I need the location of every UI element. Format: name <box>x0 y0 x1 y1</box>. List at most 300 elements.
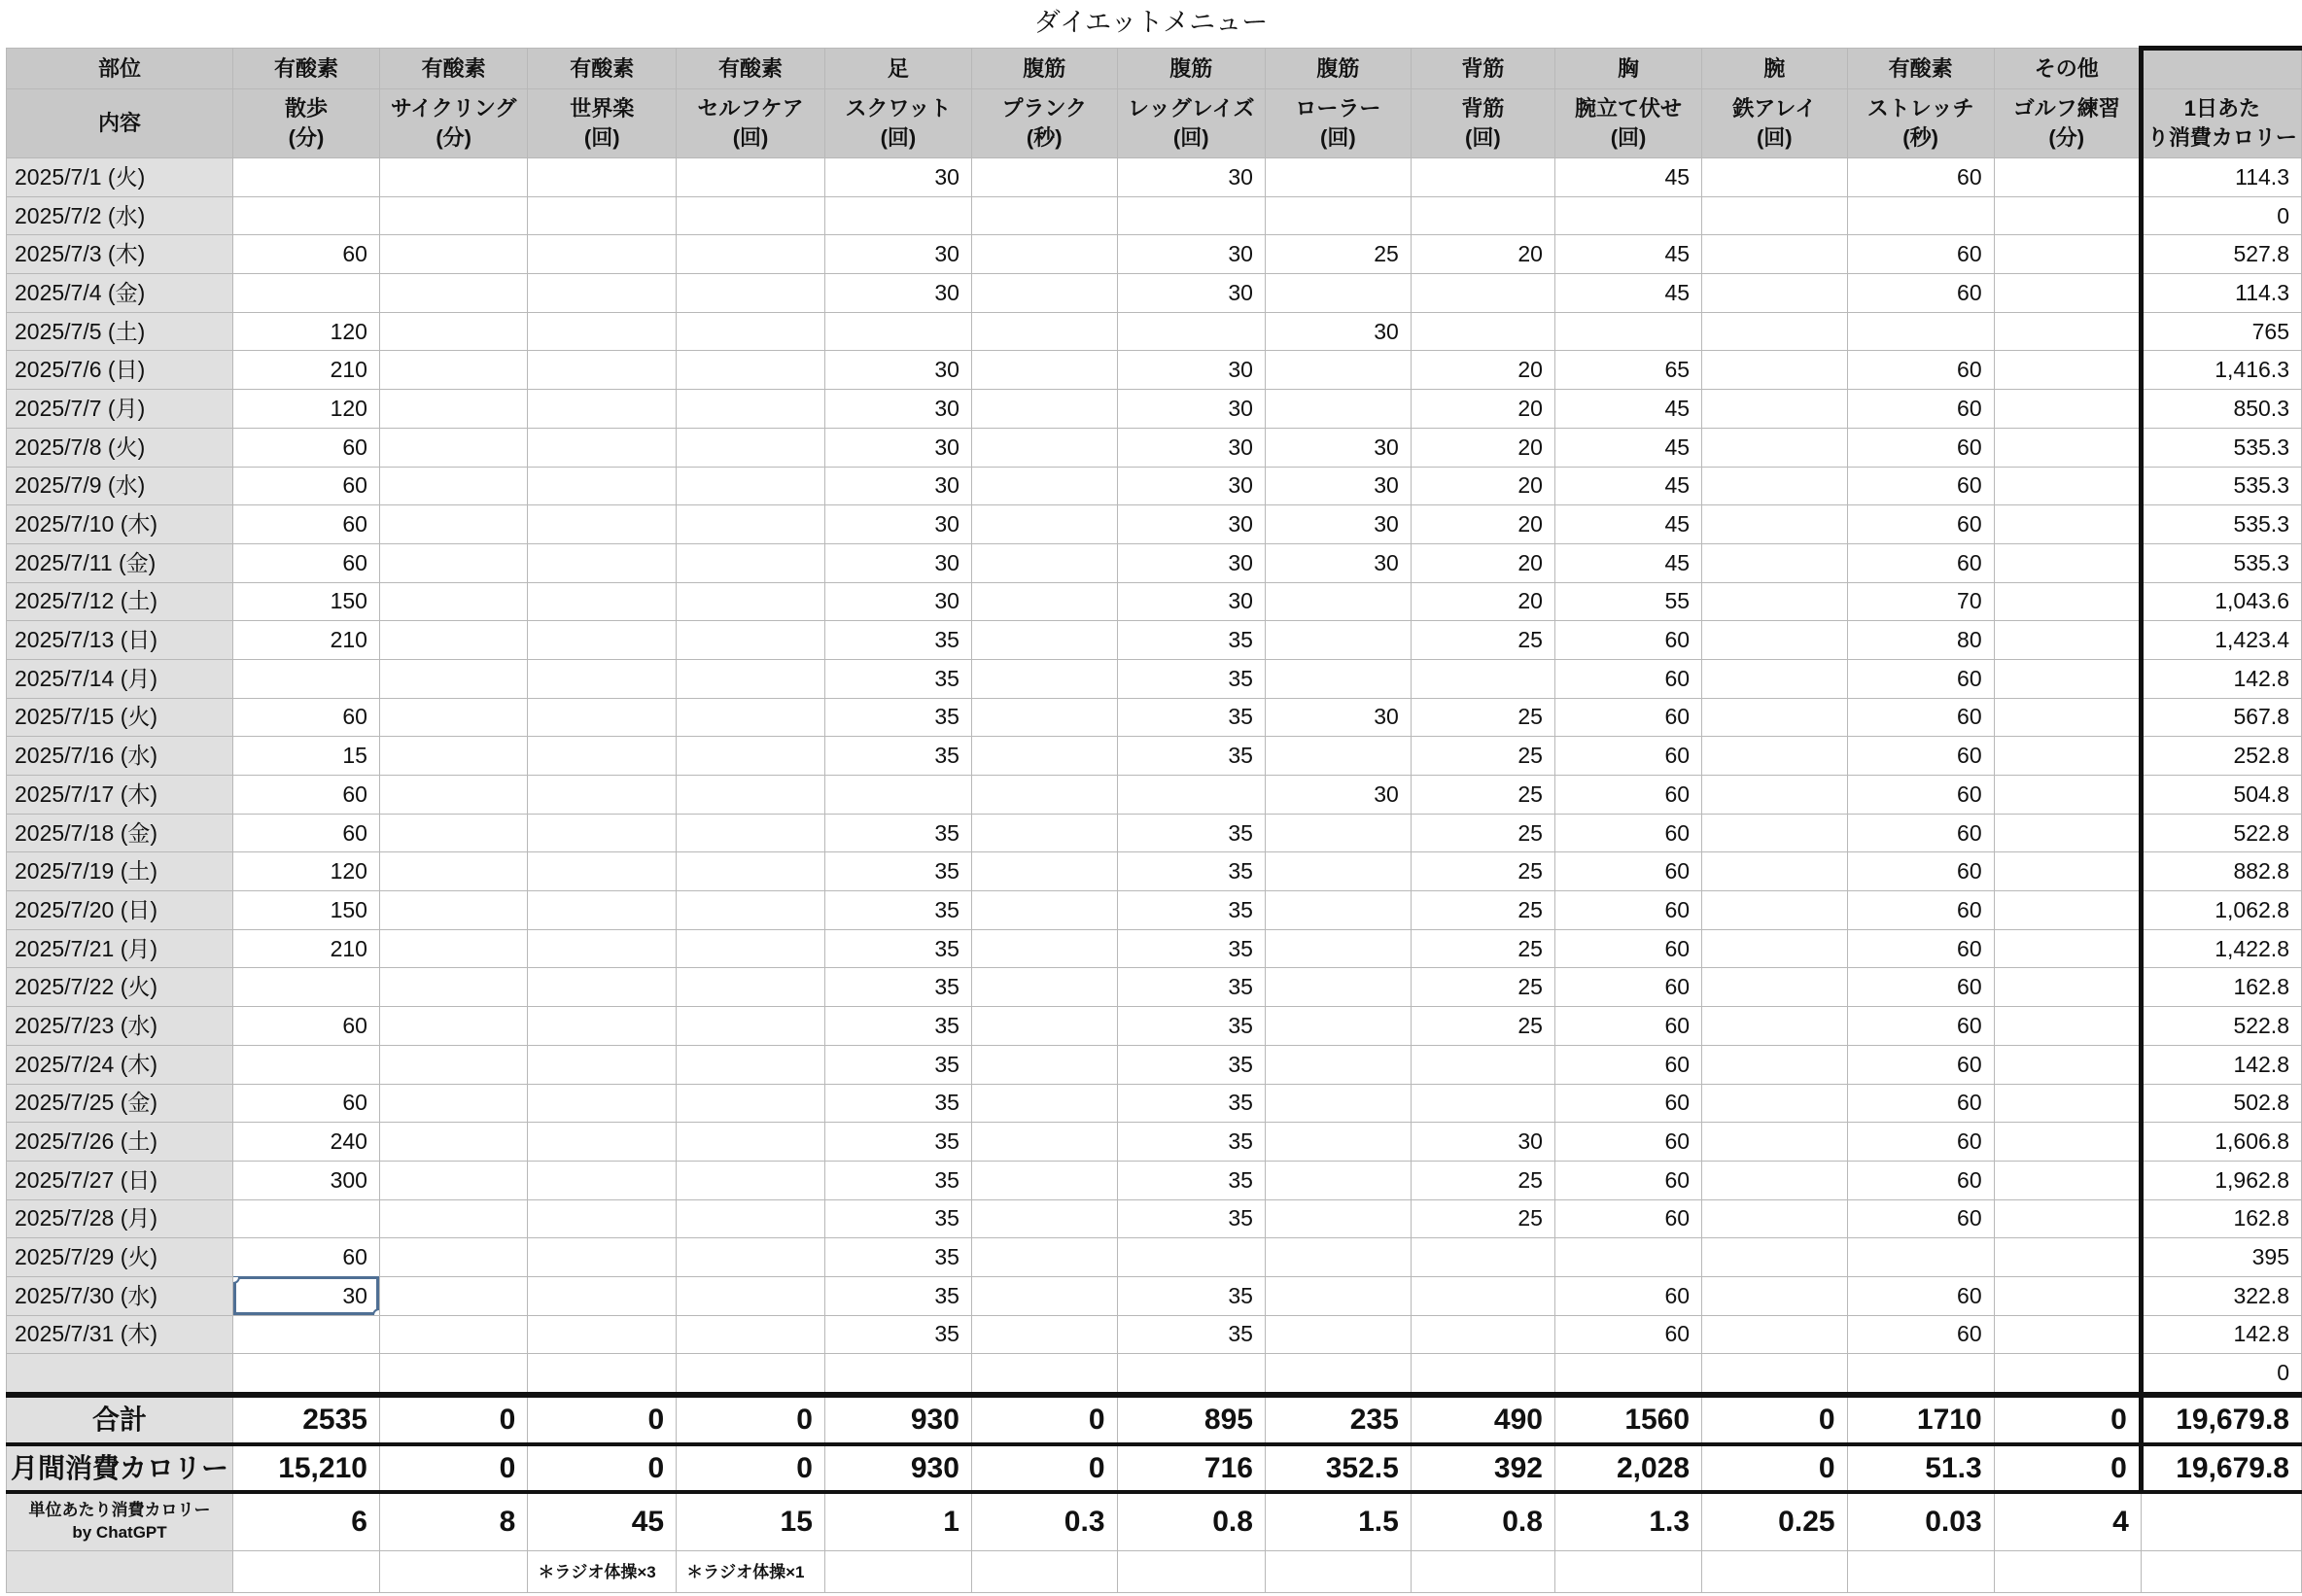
value-cell[interactable] <box>677 929 825 968</box>
value-cell[interactable] <box>677 1161 825 1199</box>
value-cell[interactable] <box>379 390 527 429</box>
value-cell[interactable] <box>1994 968 2141 1007</box>
value-cell[interactable]: 60 <box>233 1238 380 1277</box>
value-cell[interactable]: 35 <box>824 968 971 1007</box>
value-cell[interactable]: 30 <box>824 428 971 467</box>
value-cell[interactable]: 60 <box>1847 1084 1994 1123</box>
monthly-cell[interactable]: 392 <box>1411 1444 1554 1492</box>
daily-calorie-cell[interactable]: 0 <box>2141 1354 2301 1395</box>
note-cell[interactable] <box>1847 1551 1994 1593</box>
value-cell[interactable] <box>379 1315 527 1354</box>
value-cell[interactable]: 35 <box>1117 737 1265 776</box>
header-part-cell[interactable]: 有酸素 <box>528 49 677 89</box>
note-cell[interactable] <box>233 1551 380 1593</box>
sum-cell[interactable]: 0 <box>379 1395 527 1444</box>
value-cell[interactable] <box>528 1354 677 1395</box>
header-part-cell[interactable]: 有酸素 <box>1847 49 1994 89</box>
date-cell[interactable]: 2025/7/24 (木) <box>7 1045 233 1084</box>
value-cell[interactable]: 35 <box>1117 929 1265 968</box>
date-cell[interactable]: 2025/7/2 (水) <box>7 196 233 235</box>
value-cell[interactable] <box>528 1084 677 1123</box>
value-cell[interactable]: 30 <box>824 158 971 197</box>
value-cell[interactable] <box>677 467 825 505</box>
value-cell[interactable] <box>1994 1084 2141 1123</box>
value-cell[interactable] <box>1702 1123 1848 1162</box>
value-cell[interactable] <box>1265 814 1411 852</box>
unit-calorie-cell[interactable]: 0.8 <box>1411 1492 1554 1551</box>
value-cell[interactable] <box>1994 776 2141 815</box>
unit-calorie-cell[interactable]: 1 <box>824 1492 971 1551</box>
value-cell[interactable]: 35 <box>1117 1123 1265 1162</box>
value-cell[interactable] <box>1994 505 2141 544</box>
sum-cell[interactable]: 895 <box>1117 1395 1265 1444</box>
note-label[interactable] <box>7 1551 233 1593</box>
date-cell[interactable]: 2025/7/27 (日) <box>7 1161 233 1199</box>
value-cell[interactable] <box>971 351 1117 390</box>
value-cell[interactable] <box>1702 505 1848 544</box>
value-cell[interactable]: 25 <box>1411 852 1554 891</box>
value-cell[interactable]: 60 <box>1847 737 1994 776</box>
value-cell[interactable] <box>971 929 1117 968</box>
value-cell[interactable]: 210 <box>233 621 380 660</box>
value-cell[interactable] <box>1702 351 1848 390</box>
date-cell[interactable]: 2025/7/12 (土) <box>7 582 233 621</box>
value-cell[interactable] <box>1265 621 1411 660</box>
monthly-cell[interactable]: 0 <box>1994 1444 2141 1492</box>
value-cell[interactable] <box>677 968 825 1007</box>
value-cell[interactable]: 60 <box>233 1084 380 1123</box>
date-cell[interactable]: 2025/7/19 (土) <box>7 852 233 891</box>
value-cell[interactable]: 35 <box>824 621 971 660</box>
value-cell[interactable] <box>677 274 825 313</box>
value-cell[interactable] <box>528 1045 677 1084</box>
value-cell[interactable]: 60 <box>233 505 380 544</box>
value-cell[interactable] <box>677 196 825 235</box>
value-cell[interactable] <box>1554 1354 1701 1395</box>
value-cell[interactable] <box>528 235 677 274</box>
value-cell[interactable]: 60 <box>233 428 380 467</box>
date-cell[interactable]: 2025/7/21 (月) <box>7 929 233 968</box>
value-cell[interactable] <box>1994 543 2141 582</box>
value-cell[interactable]: 30 <box>1117 582 1265 621</box>
value-cell[interactable] <box>677 891 825 930</box>
sum-label[interactable]: 合計 <box>7 1395 233 1444</box>
daily-calorie-cell[interactable]: 1,423.4 <box>2141 621 2301 660</box>
daily-calorie-cell[interactable]: 882.8 <box>2141 852 2301 891</box>
value-cell[interactable] <box>528 1199 677 1238</box>
monthly-cell[interactable]: 15,210 <box>233 1444 380 1492</box>
value-cell[interactable] <box>1117 1238 1265 1277</box>
value-cell[interactable]: 45 <box>1554 390 1701 429</box>
header-part-cell[interactable]: 腹筋 <box>1265 49 1411 89</box>
date-cell[interactable]: 2025/7/5 (土) <box>7 312 233 351</box>
value-cell[interactable]: 20 <box>1411 543 1554 582</box>
value-cell[interactable] <box>528 929 677 968</box>
note-cell[interactable] <box>1994 1551 2141 1593</box>
value-cell[interactable]: 60 <box>1847 505 1994 544</box>
value-cell[interactable] <box>971 891 1117 930</box>
value-cell[interactable] <box>528 505 677 544</box>
value-cell[interactable]: 35 <box>824 1007 971 1046</box>
unit-calorie-cell[interactable]: 8 <box>379 1492 527 1551</box>
value-cell[interactable]: 30 <box>1265 776 1411 815</box>
value-cell[interactable] <box>379 891 527 930</box>
value-cell[interactable]: 20 <box>1411 351 1554 390</box>
value-cell[interactable] <box>1265 1123 1411 1162</box>
value-cell[interactable]: 35 <box>1117 1045 1265 1084</box>
sum-cell[interactable]: 1560 <box>1554 1395 1701 1444</box>
header-content-cell[interactable]: 散歩 (分) <box>233 89 380 158</box>
value-cell[interactable] <box>1265 1276 1411 1315</box>
note-cell[interactable]: ＊ラジオ体操×1 <box>677 1551 825 1593</box>
value-cell[interactable]: 20 <box>1411 467 1554 505</box>
value-cell[interactable] <box>528 659 677 698</box>
date-cell[interactable]: 2025/7/6 (日) <box>7 351 233 390</box>
header-part-cell[interactable]: 有酸素 <box>233 49 380 89</box>
sum-cell[interactable]: 0 <box>528 1395 677 1444</box>
value-cell[interactable] <box>1994 428 2141 467</box>
daily-calorie-cell[interactable]: 535.3 <box>2141 428 2301 467</box>
daily-calorie-cell[interactable]: 535.3 <box>2141 467 2301 505</box>
value-cell[interactable] <box>379 1123 527 1162</box>
daily-calorie-cell[interactable]: 162.8 <box>2141 968 2301 1007</box>
value-cell[interactable]: 30 <box>824 543 971 582</box>
value-cell[interactable]: 60 <box>1554 698 1701 737</box>
value-cell[interactable] <box>379 274 527 313</box>
date-cell[interactable]: 2025/7/4 (金) <box>7 274 233 313</box>
value-cell[interactable]: 30 <box>1265 698 1411 737</box>
date-cell[interactable]: 2025/7/3 (木) <box>7 235 233 274</box>
value-cell[interactable]: 60 <box>233 698 380 737</box>
value-cell[interactable]: 35 <box>1117 1199 1265 1238</box>
daily-calorie-cell[interactable]: 522.8 <box>2141 814 2301 852</box>
value-cell[interactable] <box>1411 274 1554 313</box>
value-cell[interactable]: 60 <box>1847 1315 1994 1354</box>
header-part-cell[interactable]: 胸 <box>1554 49 1701 89</box>
value-cell[interactable] <box>677 737 825 776</box>
value-cell[interactable] <box>1411 1238 1554 1277</box>
value-cell[interactable]: 25 <box>1411 621 1554 660</box>
value-cell[interactable] <box>971 776 1117 815</box>
value-cell[interactable]: 35 <box>824 659 971 698</box>
value-cell[interactable] <box>971 621 1117 660</box>
date-cell[interactable]: 2025/7/13 (日) <box>7 621 233 660</box>
value-cell[interactable] <box>971 543 1117 582</box>
value-cell[interactable]: 30 <box>824 351 971 390</box>
value-cell[interactable] <box>233 1199 380 1238</box>
unit-calorie-cell[interactable]: 6 <box>233 1492 380 1551</box>
value-cell[interactable] <box>1265 737 1411 776</box>
value-cell[interactable] <box>1265 659 1411 698</box>
value-cell[interactable] <box>528 543 677 582</box>
value-cell[interactable] <box>1265 274 1411 313</box>
value-cell[interactable]: 60 <box>1554 814 1701 852</box>
value-cell[interactable]: 30 <box>824 390 971 429</box>
daily-calorie-cell[interactable]: 0 <box>2141 196 2301 235</box>
value-cell[interactable]: 35 <box>824 852 971 891</box>
value-cell[interactable] <box>1847 1354 1994 1395</box>
value-cell[interactable] <box>1994 852 2141 891</box>
value-cell[interactable] <box>379 428 527 467</box>
header-part-cell[interactable]: 背筋 <box>1411 49 1554 89</box>
value-cell[interactable] <box>379 968 527 1007</box>
value-cell[interactable] <box>1994 1007 2141 1046</box>
value-cell[interactable] <box>1702 737 1848 776</box>
value-cell[interactable] <box>233 1354 380 1395</box>
value-cell[interactable] <box>1411 196 1554 235</box>
value-cell[interactable]: 60 <box>1847 1276 1994 1315</box>
header-part-cell[interactable]: 足 <box>824 49 971 89</box>
date-cell[interactable]: 2025/7/30 (水) <box>7 1276 233 1315</box>
value-cell[interactable]: 35 <box>1117 1161 1265 1199</box>
value-cell[interactable] <box>1702 1199 1848 1238</box>
value-cell[interactable]: 60 <box>1847 1007 1994 1046</box>
value-cell[interactable]: 45 <box>1554 274 1701 313</box>
value-cell[interactable] <box>677 582 825 621</box>
value-cell[interactable] <box>971 1045 1117 1084</box>
header-content-label[interactable]: 内容 <box>7 89 233 158</box>
monthly-cell[interactable]: 352.5 <box>1265 1444 1411 1492</box>
value-cell[interactable]: 300 <box>233 1161 380 1199</box>
note-cell[interactable] <box>824 1551 971 1593</box>
value-cell[interactable]: 60 <box>1554 891 1701 930</box>
value-cell[interactable]: 45 <box>1554 158 1701 197</box>
header-content-cell[interactable]: ストレッチ (秒) <box>1847 89 1994 158</box>
value-cell[interactable] <box>824 1354 971 1395</box>
value-cell[interactable] <box>1994 196 2141 235</box>
daily-calorie-cell[interactable]: 1,062.8 <box>2141 891 2301 930</box>
value-cell[interactable] <box>1702 1238 1848 1277</box>
value-cell[interactable] <box>677 1276 825 1315</box>
value-cell[interactable] <box>528 776 677 815</box>
value-cell[interactable] <box>528 1161 677 1199</box>
value-cell[interactable]: 30 <box>1117 351 1265 390</box>
note-cell[interactable] <box>1265 1551 1411 1593</box>
value-cell[interactable] <box>971 196 1117 235</box>
value-cell[interactable] <box>379 621 527 660</box>
value-cell[interactable]: 60 <box>1847 274 1994 313</box>
note-cell[interactable] <box>971 1551 1117 1593</box>
value-cell[interactable] <box>677 1354 825 1395</box>
value-cell[interactable] <box>1994 390 2141 429</box>
value-cell[interactable]: 35 <box>824 891 971 930</box>
value-cell[interactable] <box>379 737 527 776</box>
note-total-cell[interactable] <box>2141 1551 2301 1593</box>
value-cell[interactable]: 35 <box>824 1084 971 1123</box>
value-cell[interactable] <box>528 621 677 660</box>
value-cell[interactable] <box>1265 351 1411 390</box>
value-cell[interactable]: 35 <box>824 814 971 852</box>
value-cell[interactable] <box>677 235 825 274</box>
value-cell[interactable]: 30 <box>1117 390 1265 429</box>
value-cell[interactable] <box>971 505 1117 544</box>
date-cell[interactable] <box>7 1354 233 1395</box>
date-cell[interactable]: 2025/7/9 (水) <box>7 467 233 505</box>
value-cell[interactable]: 60 <box>1554 1123 1701 1162</box>
monthly-cell[interactable]: 0 <box>379 1444 527 1492</box>
value-cell[interactable]: 30 <box>1265 467 1411 505</box>
monthly-cell[interactable]: 51.3 <box>1847 1444 1994 1492</box>
value-cell[interactable]: 25 <box>1411 1161 1554 1199</box>
value-cell[interactable] <box>1411 158 1554 197</box>
value-cell[interactable] <box>379 1161 527 1199</box>
value-cell[interactable] <box>1702 1276 1848 1315</box>
header-content-cell[interactable]: プランク (秒) <box>971 89 1117 158</box>
value-cell[interactable]: 35 <box>1117 1276 1265 1315</box>
value-cell[interactable] <box>1411 1315 1554 1354</box>
daily-calorie-cell[interactable]: 1,606.8 <box>2141 1123 2301 1162</box>
value-cell[interactable] <box>1994 274 2141 313</box>
date-cell[interactable]: 2025/7/7 (月) <box>7 390 233 429</box>
value-cell[interactable] <box>677 814 825 852</box>
value-cell[interactable] <box>677 1007 825 1046</box>
value-cell[interactable] <box>379 659 527 698</box>
value-cell[interactable] <box>1702 1161 1848 1199</box>
value-cell[interactable]: 60 <box>233 1007 380 1046</box>
value-cell[interactable] <box>379 158 527 197</box>
value-cell[interactable] <box>1702 467 1848 505</box>
daily-calorie-cell[interactable]: 162.8 <box>2141 1199 2301 1238</box>
value-cell[interactable] <box>677 505 825 544</box>
date-cell[interactable]: 2025/7/31 (木) <box>7 1315 233 1354</box>
value-cell[interactable]: 35 <box>1117 1315 1265 1354</box>
value-cell[interactable]: 60 <box>1847 428 1994 467</box>
value-cell[interactable] <box>233 1315 380 1354</box>
value-cell[interactable] <box>971 1238 1117 1277</box>
value-cell[interactable]: 120 <box>233 852 380 891</box>
value-cell[interactable]: 25 <box>1411 737 1554 776</box>
value-cell[interactable]: 55 <box>1554 582 1701 621</box>
value-cell[interactable] <box>1265 891 1411 930</box>
value-cell[interactable]: 25 <box>1411 891 1554 930</box>
value-cell[interactable] <box>233 659 380 698</box>
value-cell[interactable] <box>379 1084 527 1123</box>
value-cell[interactable] <box>528 428 677 467</box>
value-cell[interactable] <box>1702 235 1848 274</box>
daily-calorie-cell[interactable]: 1,416.3 <box>2141 351 2301 390</box>
value-cell[interactable]: 35 <box>824 1238 971 1277</box>
value-cell[interactable]: 20 <box>1411 428 1554 467</box>
date-cell[interactable]: 2025/7/23 (水) <box>7 1007 233 1046</box>
value-cell[interactable]: 15 <box>233 737 380 776</box>
header-content-cell[interactable]: ローラー (回) <box>1265 89 1411 158</box>
header-total-top[interactable] <box>2141 49 2301 89</box>
value-cell[interactable] <box>971 659 1117 698</box>
value-cell[interactable] <box>677 659 825 698</box>
value-cell[interactable]: 35 <box>824 698 971 737</box>
value-cell[interactable] <box>1702 1007 1848 1046</box>
value-cell[interactable] <box>1265 158 1411 197</box>
value-cell[interactable] <box>1994 1276 2141 1315</box>
value-cell[interactable] <box>528 158 677 197</box>
value-cell[interactable] <box>528 351 677 390</box>
value-cell[interactable] <box>1702 891 1848 930</box>
value-cell[interactable] <box>971 1123 1117 1162</box>
value-cell[interactable] <box>971 737 1117 776</box>
value-cell[interactable] <box>971 582 1117 621</box>
value-cell[interactable]: 60 <box>1554 1315 1701 1354</box>
daily-calorie-cell[interactable]: 252.8 <box>2141 737 2301 776</box>
header-content-cell[interactable]: 背筋 (回) <box>1411 89 1554 158</box>
value-cell[interactable] <box>1994 698 2141 737</box>
value-cell[interactable] <box>379 1199 527 1238</box>
value-cell[interactable]: 60 <box>1847 390 1994 429</box>
monthly-cell[interactable]: 930 <box>824 1444 971 1492</box>
value-cell[interactable] <box>1702 1045 1848 1084</box>
value-cell[interactable]: 65 <box>1554 351 1701 390</box>
daily-calorie-cell[interactable]: 504.8 <box>2141 776 2301 815</box>
daily-calorie-cell[interactable]: 567.8 <box>2141 698 2301 737</box>
value-cell[interactable] <box>379 776 527 815</box>
value-cell[interactable]: 240 <box>233 1123 380 1162</box>
daily-calorie-cell[interactable]: 114.3 <box>2141 274 2301 313</box>
value-cell[interactable] <box>1265 196 1411 235</box>
value-cell[interactable] <box>1994 312 2141 351</box>
value-cell[interactable] <box>1117 196 1265 235</box>
value-cell[interactable] <box>528 274 677 313</box>
value-cell[interactable] <box>379 1007 527 1046</box>
value-cell[interactable] <box>379 929 527 968</box>
value-cell[interactable]: 70 <box>1847 582 1994 621</box>
value-cell[interactable] <box>1265 1084 1411 1123</box>
value-cell[interactable]: 45 <box>1554 543 1701 582</box>
value-cell[interactable] <box>1994 158 2141 197</box>
value-cell[interactable]: 60 <box>1554 1045 1701 1084</box>
value-cell[interactable] <box>971 698 1117 737</box>
daily-calorie-cell[interactable]: 1,962.8 <box>2141 1161 2301 1199</box>
value-cell[interactable] <box>1702 1084 1848 1123</box>
daily-calorie-cell[interactable]: 850.3 <box>2141 390 2301 429</box>
header-content-cell[interactable]: 世界楽 (回) <box>528 89 677 158</box>
value-cell[interactable] <box>1411 1354 1554 1395</box>
value-cell[interactable] <box>971 852 1117 891</box>
value-cell[interactable]: 120 <box>233 312 380 351</box>
value-cell[interactable] <box>971 158 1117 197</box>
value-cell[interactable] <box>1994 1238 2141 1277</box>
selected-cell[interactable]: 30 <box>233 1276 380 1315</box>
value-cell[interactable]: 35 <box>1117 968 1265 1007</box>
value-cell[interactable]: 25 <box>1411 968 1554 1007</box>
value-cell[interactable]: 20 <box>1411 505 1554 544</box>
value-cell[interactable] <box>379 351 527 390</box>
value-cell[interactable]: 60 <box>1554 1276 1701 1315</box>
date-cell[interactable]: 2025/7/10 (木) <box>7 505 233 544</box>
value-cell[interactable]: 60 <box>1847 852 1994 891</box>
value-cell[interactable] <box>528 814 677 852</box>
value-cell[interactable] <box>1702 776 1848 815</box>
value-cell[interactable] <box>1847 312 1994 351</box>
value-cell[interactable] <box>379 1354 527 1395</box>
value-cell[interactable] <box>528 196 677 235</box>
value-cell[interactable] <box>971 814 1117 852</box>
monthly-cell[interactable]: 716 <box>1117 1444 1265 1492</box>
value-cell[interactable] <box>1265 1354 1411 1395</box>
value-cell[interactable] <box>379 467 527 505</box>
value-cell[interactable]: 60 <box>1554 1161 1701 1199</box>
value-cell[interactable] <box>1117 1354 1265 1395</box>
value-cell[interactable] <box>528 1276 677 1315</box>
value-cell[interactable]: 20 <box>1411 582 1554 621</box>
value-cell[interactable] <box>1994 929 2141 968</box>
value-cell[interactable]: 80 <box>1847 621 1994 660</box>
value-cell[interactable]: 35 <box>824 1161 971 1199</box>
value-cell[interactable] <box>379 582 527 621</box>
value-cell[interactable] <box>379 698 527 737</box>
value-cell[interactable] <box>528 968 677 1007</box>
value-cell[interactable]: 30 <box>1117 505 1265 544</box>
value-cell[interactable]: 60 <box>233 776 380 815</box>
value-cell[interactable]: 60 <box>1847 814 1994 852</box>
